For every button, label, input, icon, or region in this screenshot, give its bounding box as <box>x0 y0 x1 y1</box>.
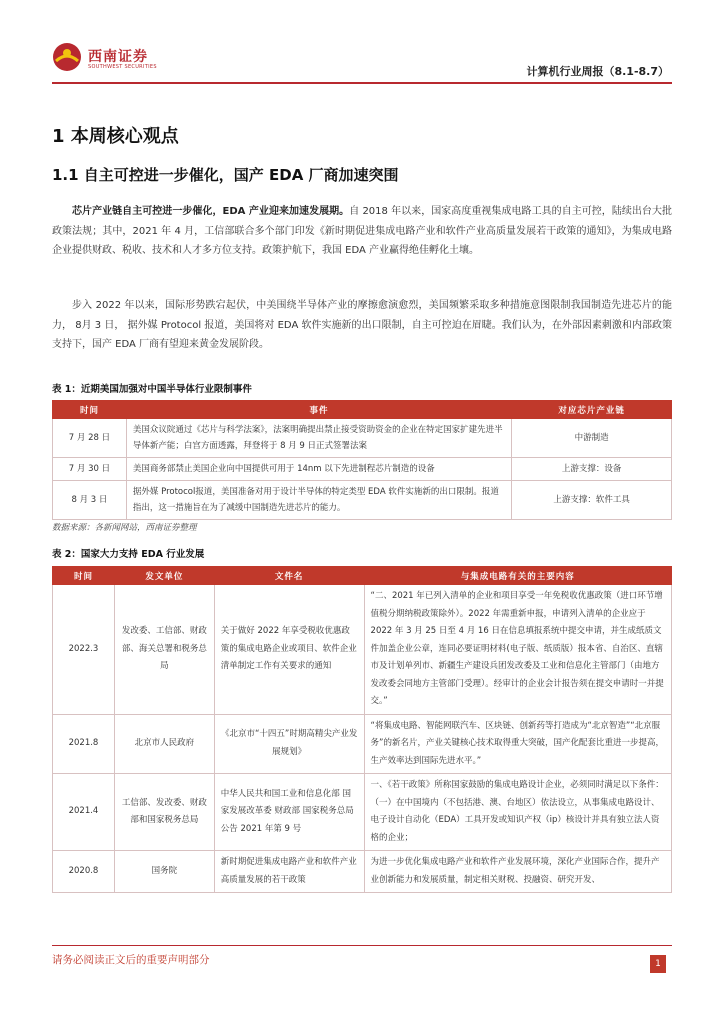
table-cell: 2020.8 <box>53 851 115 893</box>
paragraph-1-lead: 芯片产业链自主可控进一步催化，EDA 产业迎来加速发展期。 <box>72 206 350 217</box>
table-1-source: 数据来源：各新闻网站，西南证券整理 <box>52 523 197 533</box>
table-cell: “将集成电路、智能网联汽车、区块链、创新药等打造成为“北京智造”“北京服务”的新名片，产业关键核心技术取得重大突破，国产化配套比重进一步提高，生产效率达到国际先进水平。” <box>364 714 671 774</box>
table-cell: 美国商务部禁止美国企业向中国提供可用于 14nm 以下先进制程芯片制造的设备 <box>126 458 511 481</box>
table-cell: 新时期促进集成电路产业和软件产业高质量发展的若干政策 <box>214 851 364 893</box>
table-cell: 发改委、工信部、财政部、海关总署和税务总局 <box>114 585 214 715</box>
report-title: 计算机行业周报（8.1-8.7） <box>526 65 669 78</box>
table-cell: 据外媒 Protocol报道，美国准备对用于设计半导体的特定类型 EDA 软件实施新的出口限制。报道指出，这一措施旨在为了减缓中国制造先进芯片的能力。 <box>126 481 511 520</box>
table-cell: 8 月 3 日 <box>53 481 127 520</box>
table-header-cell: 对应芯片产业链 <box>512 401 672 419</box>
table-1 <box>52 400 672 520</box>
table-header-cell: 时间 <box>53 567 115 585</box>
table-cell: 7 月 28 日 <box>53 419 127 458</box>
table-cell: 中游制造 <box>512 419 672 458</box>
table-row <box>53 419 672 458</box>
table-cell: 2021.8 <box>53 714 115 774</box>
table-header-row <box>53 401 672 419</box>
table-header-cell: 事件 <box>126 401 511 419</box>
table-row <box>53 714 672 774</box>
table-cell: 国务院 <box>114 851 214 893</box>
table-2 <box>52 566 672 893</box>
header-divider <box>52 82 672 84</box>
table-cell: 2021.4 <box>53 774 115 851</box>
table-header-cell: 发文单位 <box>114 567 214 585</box>
table-cell: 上游支撑：软件工具 <box>512 481 672 520</box>
paragraph-1 <box>52 202 672 261</box>
table-row <box>53 774 672 851</box>
footer-disclaimer: 请务必阅读正文后的重要声明部分 <box>52 954 210 966</box>
table-row <box>53 585 672 715</box>
logo-subtext: SOUTHWEST SECURITIES <box>88 64 157 70</box>
table-header-cell: 时间 <box>53 401 127 419</box>
table-cell: 一、《若干政策》所称国家鼓励的集成电路设计企业，必须同时满足以下条件：（一）在中国境内（不包括港、澳、台地区）依法设立，从事集成电路设计、电子设计自动化（EDA）工具开发或知识产权（ip）核设计并具有独立法人资格的企业； <box>364 774 671 851</box>
table-cell: 北京市人民政府 <box>114 714 214 774</box>
paragraph-1-body: 自 2018 年以来，国家高度重视集成电路工具的自主可控，陆续出台大批政策法规；其中，2021 年 4 月，工信部联合多个部门印发《新时期促进集成电路产业和软件产业高质量发展若干政策的通知》，为集成电路企业提供财政、税收、技术和人才多方位支持。政策护航下，我国 EDA 产业赢得绝佳孵化土壤。 <box>52 206 672 256</box>
table-row <box>53 458 672 481</box>
footer-divider <box>52 945 672 946</box>
table-1-caption: 表 1：近期美国加强对中国半导体行业限制事件 <box>52 384 252 395</box>
section-heading: 1 本周核心观点 <box>52 126 179 147</box>
company-logo <box>52 42 172 78</box>
table-cell: 为进一步优化集成电路产业和软件产业发展环境，深化产业国际合作，提升产业创新能力和发展质量，制定相关财税、投融资、研究开发、 <box>364 851 671 893</box>
table-row <box>53 481 672 520</box>
table-cell: 《北京市“十四五”时期高精尖产业发展规划》 <box>214 714 364 774</box>
table-cell: “二、2021 年已列入清单的企业和项目享受一年免税收优惠政策（进口环节增值税分期纳税政策除外）。2022 年需重新申报，申请列入清单的企业应于 2022 年 3 月 25 日至 4 月 16 日在信息填报系统中提交申请，并生成纸质文件加盖企业公章，连同必要证明材料(电子版、纸质版）报本省、自治区、直辖市及计划单列市、新疆生产建设兵团发改委及工业和信息化主管部门（由地方发改委会同地方主管部门受理）。经审计的企业会计报告须在提交申请时一并提交。” <box>364 585 671 715</box>
table-header-cell: 文件名 <box>214 567 364 585</box>
table-cell: 7 月 30 日 <box>53 458 127 481</box>
table-cell: 中华人民共和国工业和信息化部 国家发展改革委 财政部 国家税务总局公告 2021 年第 9 号 <box>214 774 364 851</box>
table-cell: 上游支撑：设备 <box>512 458 672 481</box>
logo-text: 西南证券 <box>88 49 148 65</box>
table-row <box>53 851 672 893</box>
table-cell: 关于做好 2022 年享受税收优惠政策的集成电路企业或项目、软件企业清单制定工作有关要求的通知 <box>214 585 364 715</box>
table-2-caption: 表 2：国家大力支持 EDA 行业发展 <box>52 549 205 560</box>
table-header-cell: 与集成电路有关的主要内容 <box>364 567 671 585</box>
subsection-heading: 1.1 自主可控进一步催化，国产 EDA 厂商加速突围 <box>52 166 399 184</box>
page-number: 1 <box>650 955 666 973</box>
table-cell: 2022.3 <box>53 585 115 715</box>
logo-emblem-icon <box>52 42 82 72</box>
table-cell: 美国众议院通过《芯片与科学法案》，法案明确提出禁止接受资助资金的企业在特定国家扩建先进半导体新产能；白宫方面透露，拜登将于 8 月 9 日正式签署法案 <box>126 419 511 458</box>
table-cell: 工信部、发改委、财政部和国家税务总局 <box>114 774 214 851</box>
table-header-row <box>53 567 672 585</box>
page-header <box>0 0 725 86</box>
paragraph-2: 步入 2022 年以来，国际形势跌宕起伏，中美围绕半导体产业的摩擦愈演愈烈，美国频繁采取多种措施意图限制我国制造先进芯片的能力， 8月 3 日， 据外媒 Protocol 报道，美国将对 EDA 软件实施新的出口限制，自主可控迫在眉睫。我们认为，在外部因素刺激和内部政策支持下，国产 EDA 厂商有望迎来黄金发展阶段。 <box>52 300 672 350</box>
